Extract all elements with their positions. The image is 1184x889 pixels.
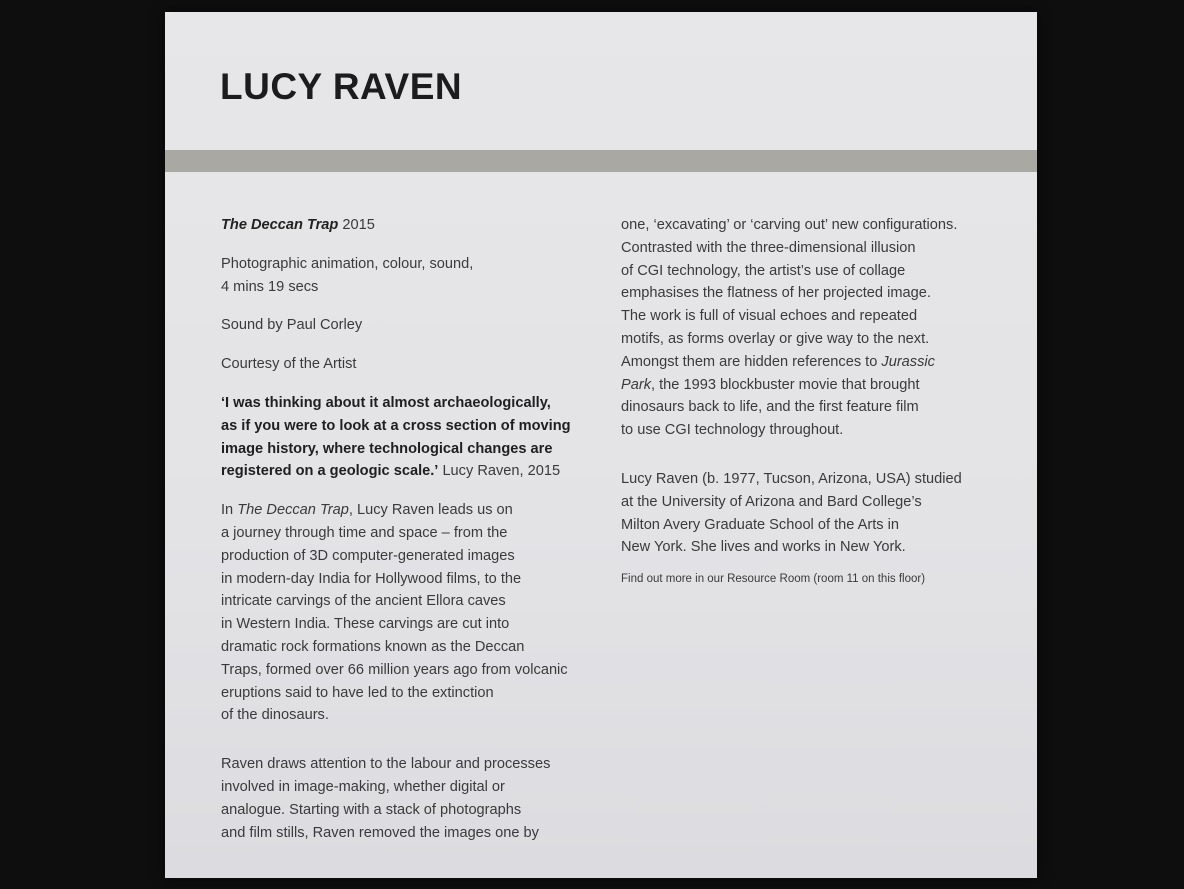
- paragraph-process: [221, 753, 591, 844]
- paragraph-line: dinosaurs back to life, and the first feature film: [621, 399, 919, 416]
- paragraph-line: one, ‘excavating’ or ‘carving out’ new configurations.: [621, 217, 958, 233]
- paragraph-line: motifs, as forms overlay or give way to the next.: [621, 330, 930, 347]
- courtesy-credit: Courtesy of the Artist: [221, 356, 357, 373]
- header-band: [165, 150, 1037, 172]
- paragraph-text: In: [221, 502, 238, 519]
- paragraph-line: a journey through time and space – from the: [221, 524, 508, 541]
- artist-bio: [621, 468, 1001, 559]
- right-column: [621, 214, 1001, 587]
- left-column: [221, 214, 591, 844]
- medium-line: Photographic animation, colour, sound,: [221, 255, 474, 272]
- quote-line: registered on a geologic scale.’: [221, 463, 439, 480]
- bio-line: New York. She lives and works in New York.: [621, 539, 906, 556]
- paragraph-text: Amongst them are hidden references to: [621, 353, 882, 370]
- paragraph-text: , Lucy Raven leads us on: [348, 502, 513, 519]
- work-heading: [221, 214, 591, 237]
- paragraph-line: intricate carvings of the ancient Ellora caves: [221, 593, 506, 610]
- paragraph-line: to use CGI technology throughout.: [621, 422, 844, 439]
- paragraph-process-continued: [621, 214, 1001, 442]
- quote-line: ‘I was thinking about it almost archaeologically,: [221, 394, 551, 411]
- paragraph-line: [221, 499, 591, 522]
- medium: [221, 253, 591, 299]
- paragraph-line: and film stills, Raven removed the images one by: [221, 824, 539, 841]
- paragraph-line: in modern-day India for Hollywood films, to the: [221, 570, 522, 587]
- paragraph-line: analogue. Starting with a stack of photographs: [221, 801, 522, 818]
- paragraph-line: The work is full of visual echoes and repeated: [621, 308, 918, 325]
- bio-line: Lucy Raven (b. 1977, Tucson, Arizona, USA) studied: [621, 470, 962, 487]
- paragraph-line: dramatic rock formations known as the Deccan: [221, 638, 525, 655]
- paragraph-line: in Western India. These carvings are cut into: [221, 616, 510, 633]
- paragraph-line: emphasises the flatness of her projected image.: [621, 285, 931, 302]
- artist-quote: [221, 392, 591, 483]
- paragraph-line: Raven draws attention to the labour and processes: [221, 756, 551, 773]
- quote-last-line: [221, 460, 591, 483]
- paragraph-line: of the dinosaurs.: [221, 707, 329, 724]
- sound-credit: Sound by Paul Corley: [221, 317, 363, 334]
- paragraph-line: involved in image-making, whether digital or: [221, 778, 505, 795]
- wall-label: [165, 12, 1037, 878]
- artist-name: LUCY RAVEN: [220, 66, 463, 107]
- bio-line: at the University of Arizona and Bard College’s: [621, 493, 922, 510]
- quote-attribution: Lucy Raven, 2015: [442, 463, 561, 480]
- film-title-inline: Park: [621, 376, 652, 393]
- quote-line: image history, where technological changes are: [221, 440, 553, 457]
- paragraph-line: production of 3D computer-generated images: [221, 547, 515, 564]
- paragraph-line: Traps, formed over 66 million years ago from volcanic: [221, 661, 568, 678]
- medium-line: 4 mins 19 secs: [221, 278, 319, 295]
- paragraph-text: , the 1993 blockbuster movie that brought: [651, 376, 920, 393]
- paragraph-line: eruptions said to have led to the extinction: [221, 684, 494, 701]
- paragraph-line: Contrasted with the three-dimensional illusion: [621, 239, 916, 256]
- work-title-inline: The Deccan Trap: [237, 502, 349, 519]
- work-year: 2015: [342, 217, 375, 233]
- paragraph-line: of CGI technology, the artist’s use of collage: [621, 262, 906, 279]
- resource-room-note: Find out more in our Resource Room (room 11 on this floor): [621, 573, 926, 586]
- bio-line: Milton Avery Graduate School of the Arts in: [621, 516, 899, 533]
- work-title: The Deccan Trap: [221, 217, 339, 233]
- paragraph-line: [621, 374, 1001, 397]
- quote-line: as if you were to look at a cross section of moving: [221, 417, 571, 434]
- film-title-inline: Jurassic: [881, 353, 935, 370]
- paragraph-line: [621, 351, 1001, 374]
- paragraph-intro: [221, 499, 591, 727]
